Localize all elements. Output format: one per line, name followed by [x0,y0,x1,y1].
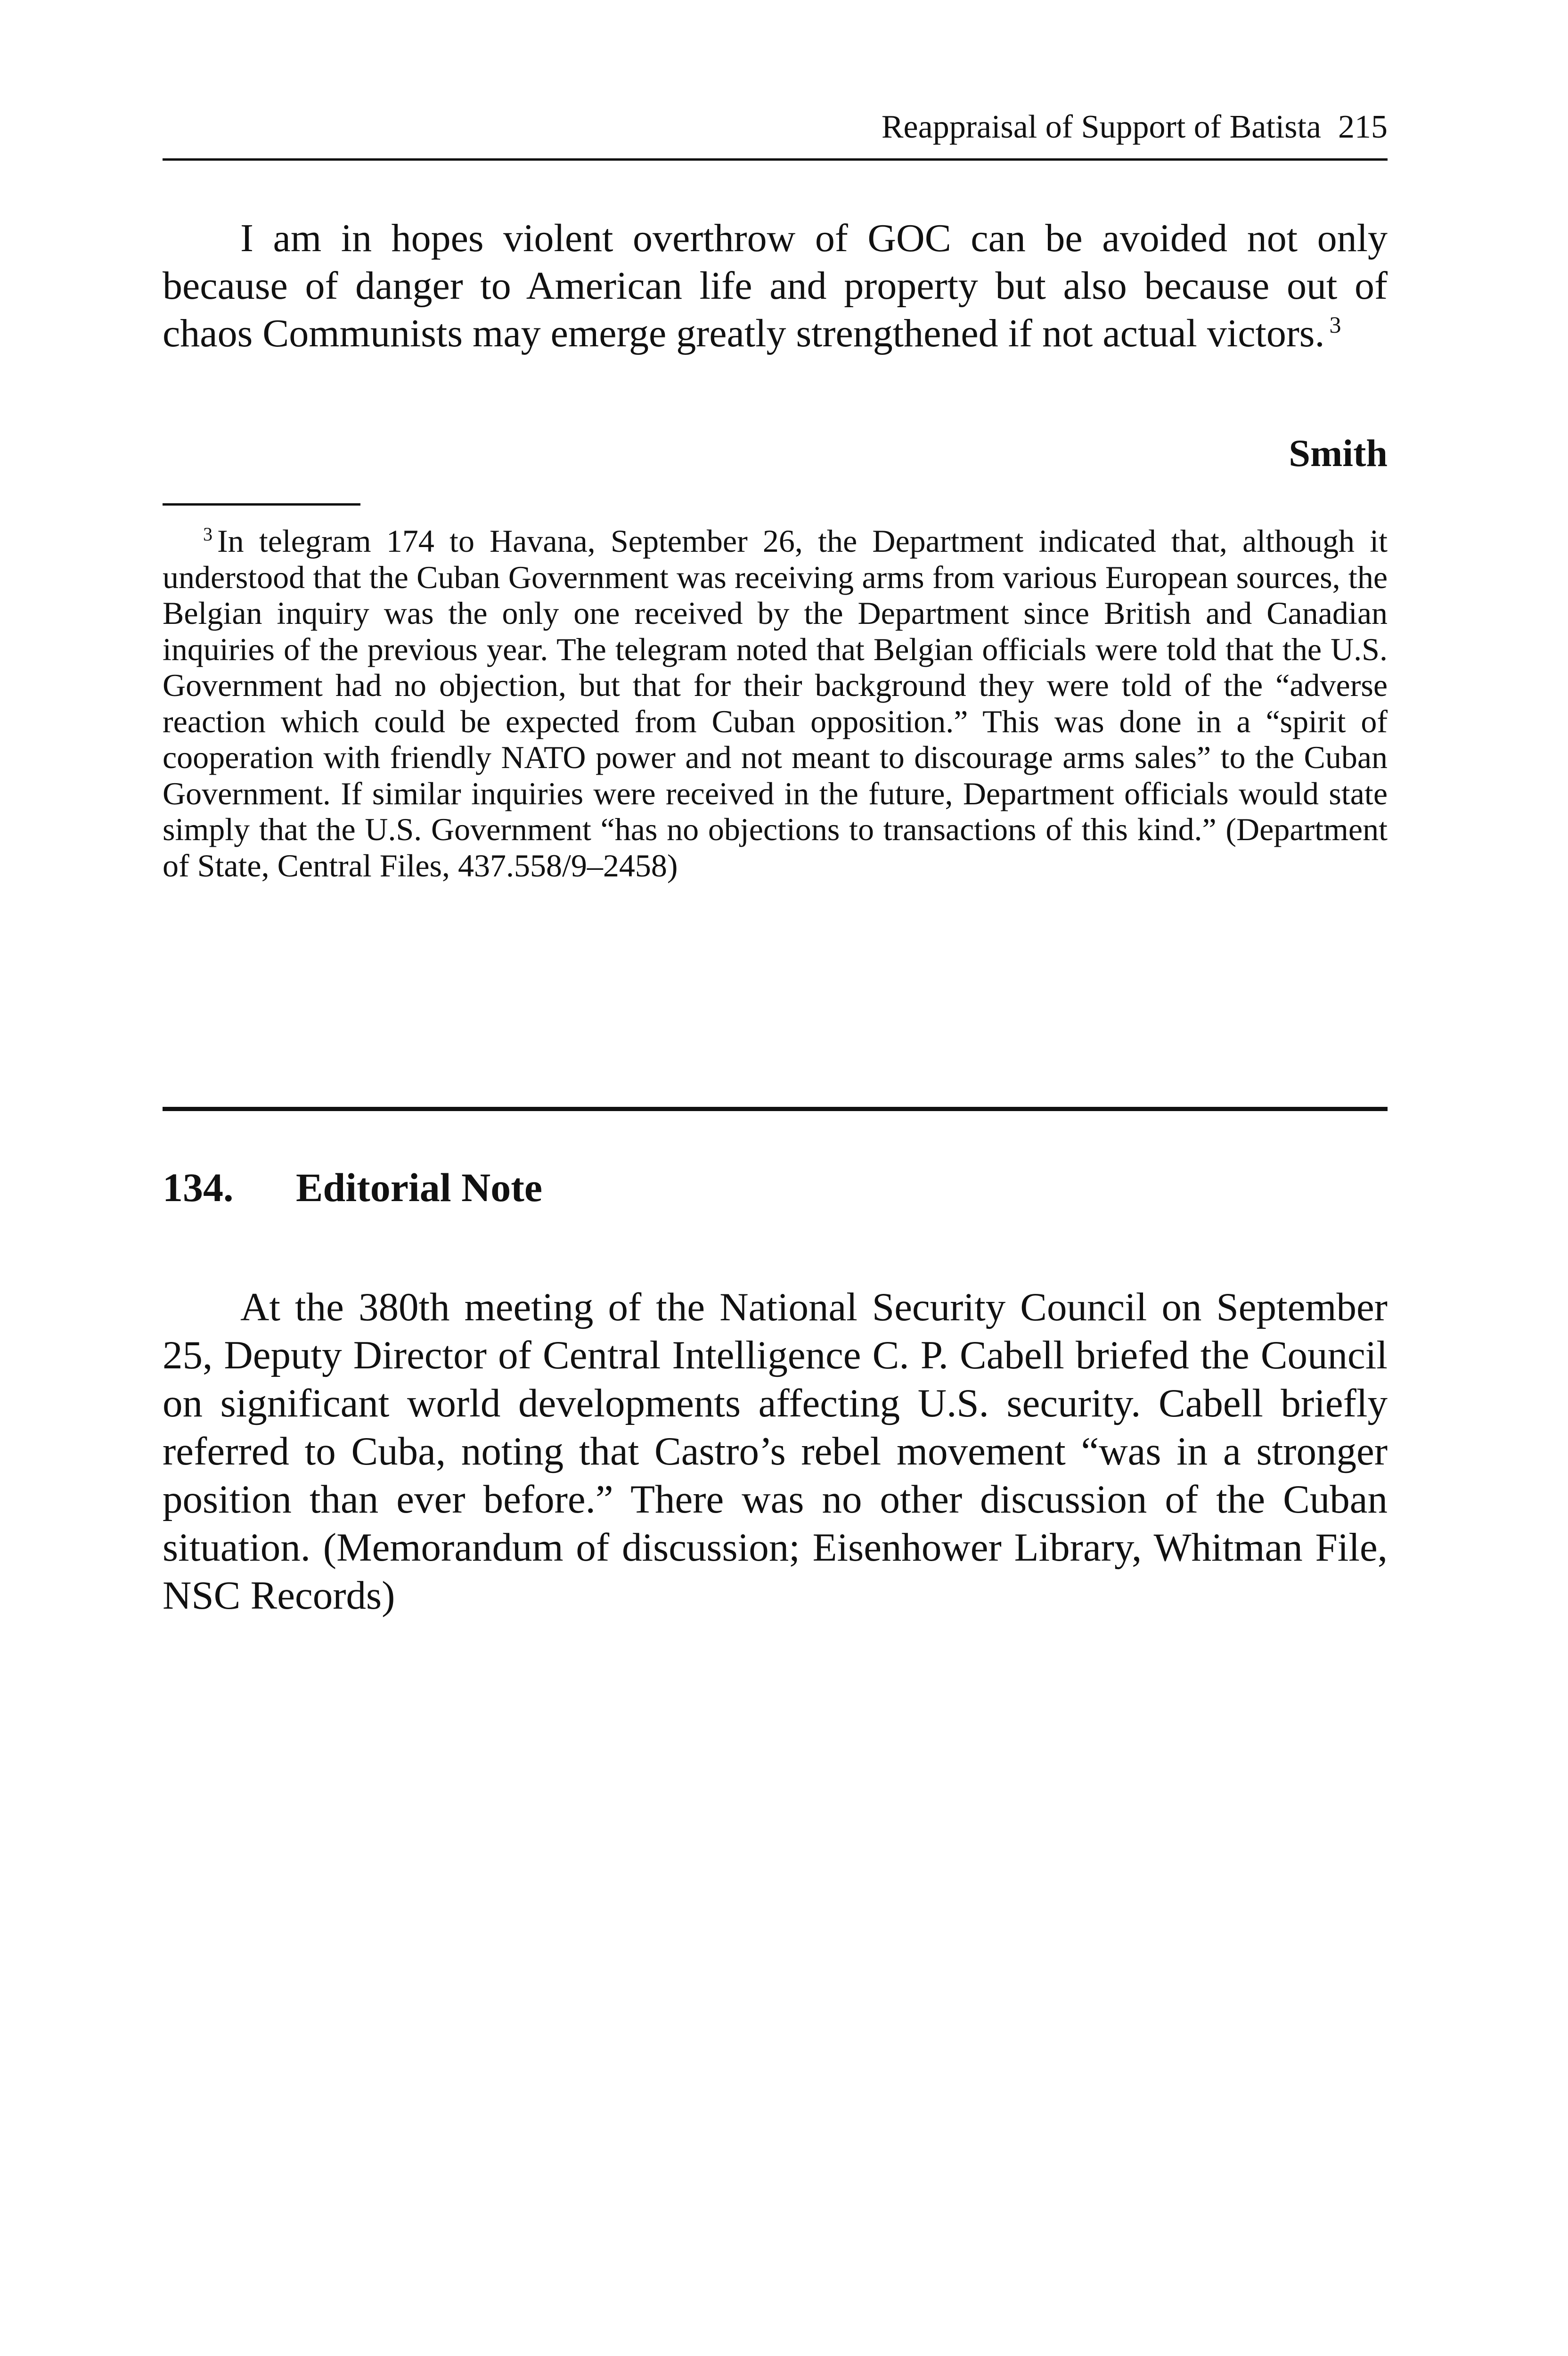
section-title: Editorial Note [296,1165,543,1210]
running-head [163,107,1388,147]
footnote-reference: 3 [1329,311,1341,338]
telegram-paragraph-text: I am in hopes violent overthrow of GOC can be avoided not only because of danger to American life and property but also because out of chaos Communists may emerge greatly strengthened if not actual victors. [163,216,1388,355]
footnote-text: In telegram 174 to Havana, September 26, the Department indicated that, although it understood that the Cuban Government was receiving arms from various European sources, the Belgian inquiry was the only one received by the Department since British and Canadian inquiries of the previous year. The telegram noted that Belgian officials were told that the U.S. Government had no objection, but that for their background they were told of the “adverse reaction which could be expected from Cuban opposition.” This was done in a “spirit of cooperation with friendly NATO power and not meant to discourage arms sales” to the Cuban Government. If similar inquiries were received in the future, Department officials would state simply that the U.S. Government “has no objections to transactions of this kind.” (Department of State, Central Files, 437.558/9–2458) [163,523,1388,884]
signature: Smith [1289,432,1388,474]
telegram-paragraph [163,214,1388,357]
editorial-note-paragraph: At the 380th meeting of the National Security Council on September 25, Deputy Director of Central Intelligence C. P. Cabell briefed the Council on significant world developments affecting U.S. security. Cabell briefly referred to Cuba, noting that Castro’s rebel movement “was in a stronger position than ever before.” There was no other discussion of the Cuban situation. (Memorandum of discussion; Eisenhower Library, Whitman File, NSC Records) [163,1285,1388,1618]
section-heading [163,1163,542,1212]
section-number: 134. [163,1165,234,1210]
footnote-marker: 3 [203,524,212,545]
header-rule [163,158,1388,161]
page-number: 215 [1338,109,1388,145]
footnote-rule [163,503,360,506]
running-head-title: Reappraisal of Support of Batista [881,109,1321,145]
section-rule [163,1107,1388,1111]
footnote [163,523,1388,884]
